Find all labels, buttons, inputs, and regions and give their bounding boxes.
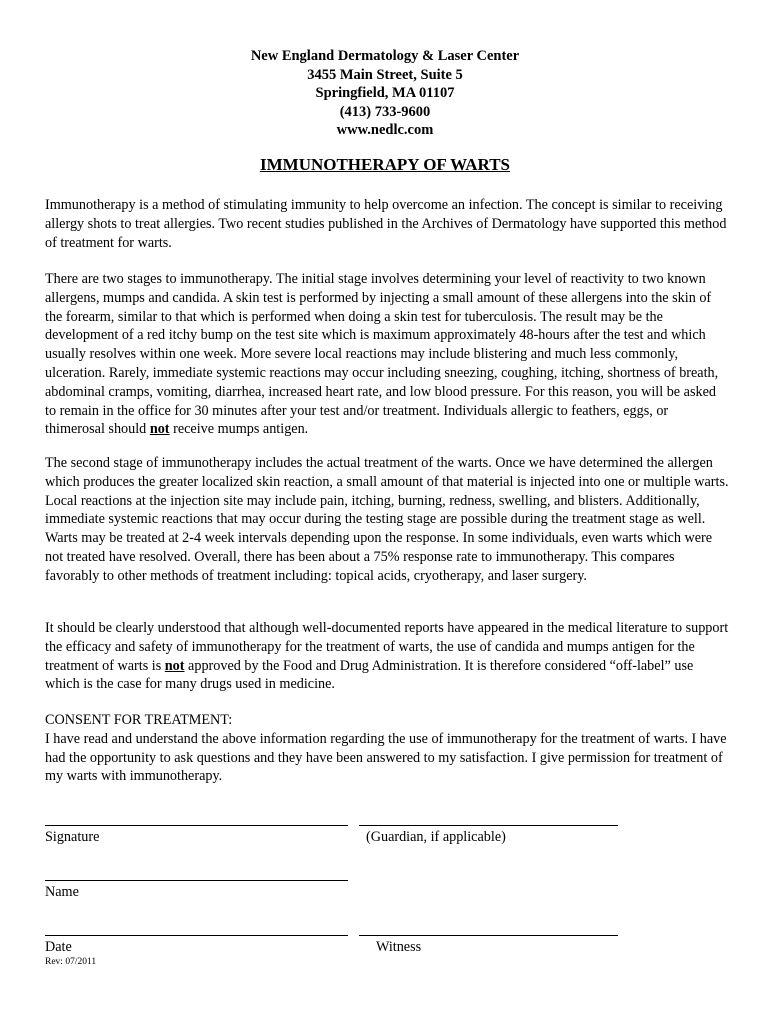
name-label: Name [45, 884, 79, 900]
revision-date: Rev: 07/2011 [45, 957, 97, 967]
guardian-line[interactable] [359, 825, 618, 826]
guardian-label: (Guardian, if applicable) [366, 829, 506, 845]
emphasis-not: not [164, 657, 185, 674]
date-line[interactable] [45, 935, 348, 936]
signature-label: Signature [45, 829, 100, 845]
document-title: IMMUNOTHERAPY OF WARTS [259, 155, 510, 174]
stage-two-paragraph: The second stage of immunotherapy includes the actual treatment of the warts. Once we have determined the allergen which produces the greater localized skin reaction, a small amount of that material is injected into one or multiple warts. Local reactions at the injection site may include pain, itching, burning, redness, swelling, and blisters. Additionally, immediate systemic reactions that may occur during the testing stage are possible during the treatment stage as well. Warts may be treated at 2-4 week intervals depending upon the response. In some individuals, even warts which were not treated have resolved. Overall, there has been about a 75% response rate to immunotherapy. This compares favorably to other methods of treatment including: topical acids, cryotherapy, and laser surgery. [45, 455, 729, 584]
emphasis-not: not [149, 421, 170, 438]
stage-one-paragraph [45, 270, 730, 439]
org-name: New England Dermatology & Laser Center [250, 48, 520, 64]
date-label: Date [45, 939, 72, 955]
fda-paragraph [45, 619, 730, 694]
witness-line[interactable] [359, 935, 618, 936]
stage-one-text: There are two stages to immunotherapy. The initial stage involves determining your level of reactivity to two known allergens, mumps and candida. A skin test is performed by injecting a small amount of these allergens into the skin of the forearm, similar to that which is performed when doing a skin test for tuberculosis. The result may be the development of a red itchy bump on the test site which is maximum approximately 48-hours after the test and which usually resolves within one week. More severe local reactions may include blistering and much less commonly, ulceration. Rarely, immediate systemic reactions may occur including sneezing, coughing, itching, shortness of breath, abdominal cramps, vomiting, diarrhea, increased heart rate, and low blood pressure. For this reason, you will be asked to remain in the office for 30 minutes after your test and/or treatment. Individuals allergic to feathers, eggs, or thimerosal should [45, 271, 719, 438]
stage-one-text-end: receive mumps antigen. [169, 421, 309, 438]
consent-heading: CONSENT FOR TREATMENT: [45, 712, 233, 728]
website: www.nedlc.com [336, 122, 434, 139]
consent-section [45, 711, 730, 786]
letterhead [0, 47, 770, 140]
witness-label: Witness [376, 939, 422, 955]
fda-text: It should be clearly understood that although well-documented reports have appeared in the medical literature to support the efficacy and safety of immunotherapy for the treatment of warts, the use of candida and mumps antigen for the treatment of warts is [45, 620, 729, 674]
city-state-zip: Springfield, MA 01107 [315, 85, 455, 102]
consent-text: I have read and understand the above information regarding the use of immunotherapy for the treatment of warts. I have had the opportunity to ask questions and they have been answered to my satisfaction. I give permission for treatment of my warts with immunotherapy. [45, 730, 727, 785]
name-line[interactable] [45, 880, 348, 881]
phone-number: (413) 733-9600 [339, 103, 431, 120]
intro-paragraph: Immunotherapy is a method of stimulating immunity to help overcome an infection. The concept is similar to receiving allergy shots to treat allergies. Two recent studies published in the Archives of Dermatology have supported this method of treatment for warts. [45, 197, 727, 251]
street-address: 3455 Main Street, Suite 5 [307, 66, 463, 83]
fda-text-end: approved by the Food and Drug Administration. It is therefore considered “off-label” use which is the case for many drugs used in medicine. [45, 657, 694, 693]
signature-line[interactable] [45, 825, 348, 826]
